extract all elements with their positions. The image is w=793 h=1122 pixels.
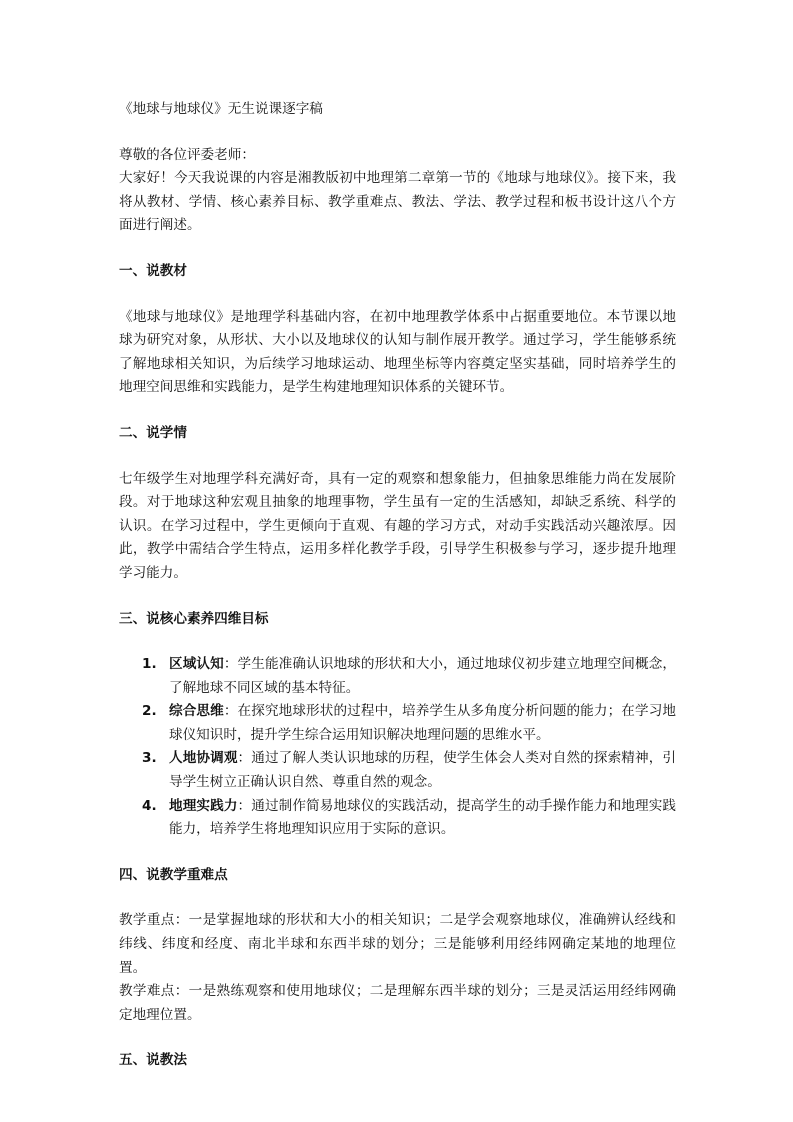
goal-text: ：学生能准确认识地球的形状和大小，通过地球仪初步建立地理空间概念，了解地球不同区域的基本特征。 <box>169 656 677 696</box>
section-students-paragraph: 七年级学生对地理学科充满好奇，具有一定的观察和想象能力，但抽象思维能力尚在发展阶段。对于地球这种宏观且抽象的地理事物，学生虽有一定的生活感知，却缺乏系统、科学的认识。在学习过程中，学生更倾向于直观、有趣的学习方式，对动手实践活动兴趣浓厚。因此，教学中需结合学生特点，运用多样化教学手段，引导学生积极参与学习，逐步提升地理学习能力。 <box>119 470 676 581</box>
goal-item-comprehensive-thinking <box>142 700 676 747</box>
section-heading-textbook: 一、说教材 <box>119 262 187 279</box>
goal-text: ：通过制作简易地球仪的实践活动，提高学生的动手操作能力和地理实践能力，培养学生将地理知识应用于实际的意识。 <box>169 797 677 838</box>
section-heading-key-points: 四、说教学重难点 <box>119 866 228 883</box>
goal-item-human-earth-harmony <box>142 747 676 794</box>
intro-block <box>119 144 676 238</box>
goals-list <box>119 653 676 842</box>
goal-number: 2. <box>142 703 157 720</box>
section-heading-students: 二、说学情 <box>119 424 187 441</box>
goal-term: 区域认知 <box>169 656 224 673</box>
section-heading-teaching-methods: 五、说教法 <box>119 1052 187 1069</box>
goal-number: 1. <box>142 656 157 673</box>
goal-term: 人地协调观 <box>169 750 238 767</box>
section-heading-goals: 三、说核心素养四维目标 <box>119 610 269 627</box>
goal-number: 4. <box>142 797 157 814</box>
goal-text: ：在探究地球形状的过程中，培养学生从多角度分析问题的能力；在学习地球仪知识时，提升学生综合运用知识解决地理问题的思维水平。 <box>169 703 677 743</box>
key-points-block <box>119 909 676 1027</box>
section-textbook-paragraph: 《地球与地球仪》是地理学科基础内容，在初中地理教学体系中占据重要地位。本节课以地球为研究对象，从形状、大小以及地球仪的认知与制作展开教学。通过学习，学生能够系统了解地球相关知识，为后续学习地球运动、地理坐标等内容奠定坚实基础，同时培养学生的地理空间思维和实践能力，是学生构建地理知识体系的关键环节。 <box>119 308 676 396</box>
goal-term: 综合思维 <box>169 703 224 720</box>
goal-term: 地理实践力 <box>169 797 238 814</box>
goal-text: ：通过了解人类认识地球的历程，使学生体会人类对自然的探索精神，引导学生树立正确认识自然、尊重自然的观念。 <box>169 750 677 791</box>
intro-paragraph: 大家好！今天我说课的内容是湘教版初中地理第二章第一节的《地球与地球仪》。接下来，我将从教材、学情、核心素养目标、教学重难点、教法、学法、教学过程和板书设计这八个方面进行阐述。 <box>119 170 676 234</box>
goal-item-geographic-practice <box>142 795 676 842</box>
intro-greeting: 尊敬的各位评委老师： <box>119 146 255 163</box>
difficulties-paragraph: 教学难点：一是熟练观察和使用地球仪；二是理解东西半球的划分；三是灵活运用经纬网确定地理位置。 <box>119 983 676 1023</box>
goal-item-regional-cognition <box>142 653 676 700</box>
document-page <box>119 98 676 1095</box>
key-points-paragraph: 教学重点：一是掌握地球的形状和大小的相关知识；二是学会观察地球仪，准确辨认经线和纬线、纬度和经度、南北半球和东西半球的划分；三是能够利用经纬网确定某地的地理位置。 <box>119 912 676 976</box>
document-title: 《地球与地球仪》无生说课逐字稿 <box>119 101 323 117</box>
goal-number: 3. <box>142 750 157 767</box>
